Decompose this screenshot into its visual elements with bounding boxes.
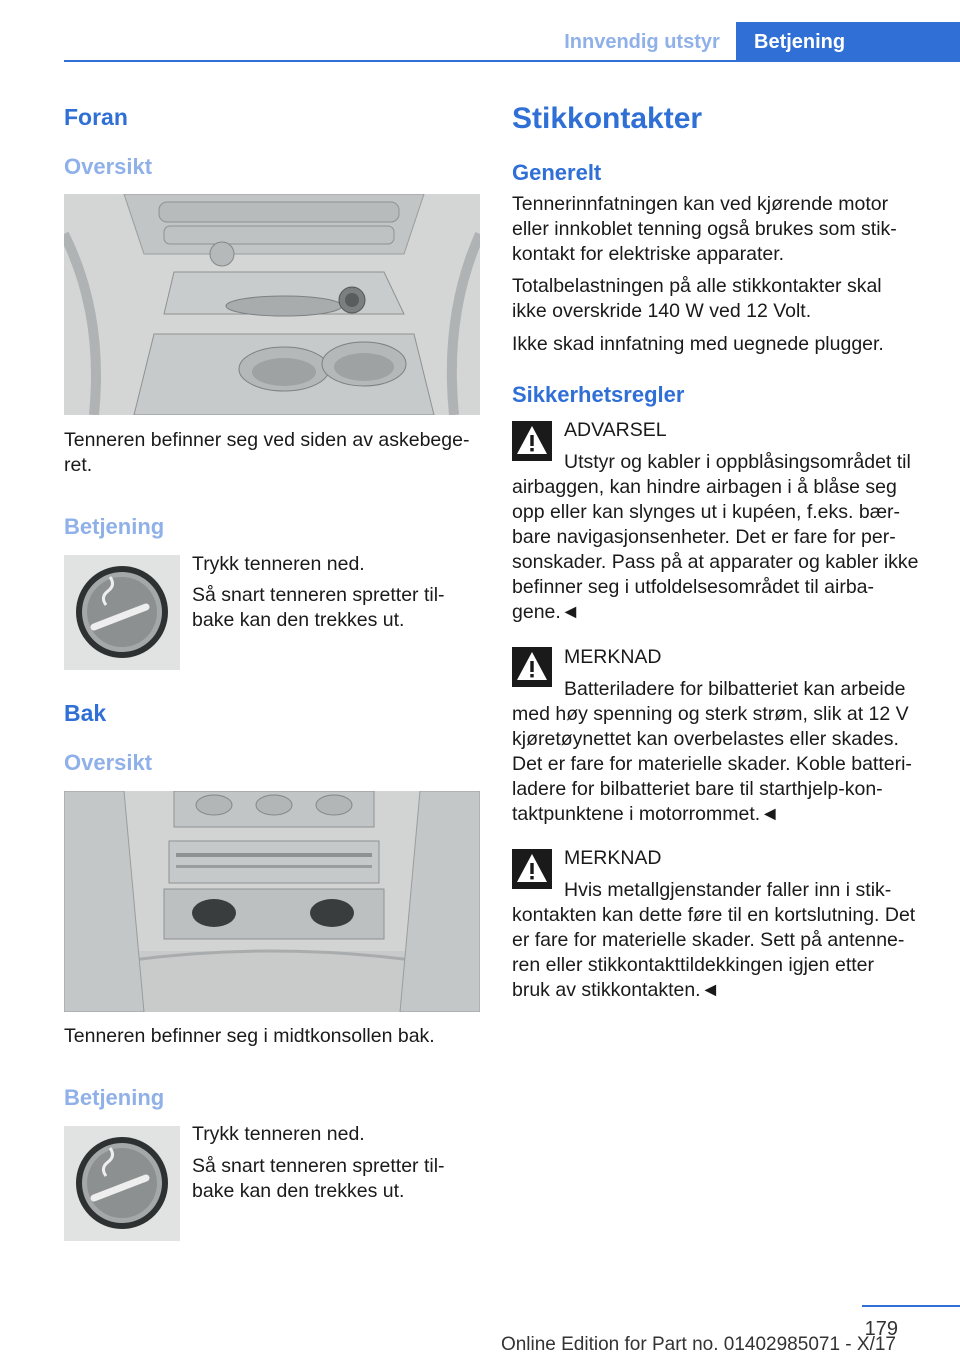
warning-title-1: ADVARSEL <box>564 419 667 441</box>
warning-title-3: MERKNAD <box>564 847 662 869</box>
rear-operation-heading: Betjening <box>64 1085 165 1110</box>
warning-text-1: airbaggen, kan hindre airbagen i å blåse seg opp eller kan slynges ut i kupéen, f.eks. bær- bare navigasjonsenheter. Det er fare for per- sonskader. Pass på at apparater og kabler ikke befinner seg i utfoldelsesområdet til airba- gene.◄ <box>512 476 919 623</box>
front-overview-heading: Oversikt <box>64 154 153 179</box>
header-section-tab[interactable]: Innvendig utstyr <box>564 30 720 53</box>
header-rule <box>64 60 960 62</box>
warning-text-1-first: Utstyr og kabler i oppblåsingsområdet til <box>564 451 911 473</box>
front-heading: Foran <box>64 104 128 130</box>
page-number: 179 <box>864 1318 898 1340</box>
front-op-step1: Trykk tenneren ned. <box>192 553 365 575</box>
rear-overview-heading: Oversikt <box>64 750 153 775</box>
warning-text-2: med høy spenning og sterk strøm, slik at 12 V kjøretøynettet kan overbelastes eller skades. Det er fare for materielle skader. Koble batteri- ladere for bilbatteriet bare til starthjelp-kon- taktpunktene i motorrommet.◄ <box>512 703 912 825</box>
general-paragraph-2: Totalbelastningen på alle stikkontakter skal ikke overskride 140 W ved 12 Volt. <box>512 275 882 322</box>
header-chapter-tab[interactable]: Betjening <box>736 22 960 62</box>
general-heading: Generelt <box>512 160 602 185</box>
warning-icon <box>512 421 552 461</box>
front-op-step2: Så snart tenneren spretter til- bake kan den trekkes ut. <box>192 584 445 631</box>
front-lighter-button-illustration <box>64 555 180 670</box>
front-operation-heading: Betjening <box>64 514 165 539</box>
rear-lighter-button-illustration <box>64 1126 180 1241</box>
front-console-illustration <box>64 194 480 415</box>
safety-heading: Sikkerhetsregler <box>512 382 685 407</box>
edition-footer: Online Edition for Part no. 01402985071 - X/17 <box>500 1334 896 1355</box>
page-number-rule <box>862 1305 960 1307</box>
warning-title-2: MERKNAD <box>564 646 662 668</box>
warning-text-3-first: Hvis metallgjenstander faller inn i stik- <box>564 879 892 901</box>
warning-text-2-first: Batteriladere for bilbatteriet kan arbeide <box>564 678 906 700</box>
front-caption: Tenneren befinner seg ved siden av askebege- ret. <box>64 429 470 476</box>
rear-op-step1: Trykk tenneren ned. <box>192 1123 365 1145</box>
notice-icon <box>512 647 552 687</box>
general-paragraph-1: Tennerinnfatningen kan ved kjørende motor eller innkoblet tenning også brukes som stik- kontakt for elektriske apparater. <box>512 193 897 265</box>
notice-icon <box>512 849 552 889</box>
rear-console-illustration <box>64 791 480 1012</box>
section-title: Stikkontakter <box>512 102 703 135</box>
rear-heading: Bak <box>64 700 107 726</box>
rear-caption: Tenneren befinner seg i midtkonsollen bak. <box>64 1025 435 1047</box>
rear-op-step2: Så snart tenneren spretter til- bake kan den trekkes ut. <box>192 1155 445 1202</box>
general-paragraph-3: Ikke skad innfatning med uegnede plugger. <box>512 333 884 355</box>
warning-text-3: kontakten kan dette føre til en kortslutning. Det er fare for materielle skader. Sett på antenne- ren eller stikkontakttildekkingen igjen etter bruk av stikkontakten.◄ <box>512 904 916 1001</box>
